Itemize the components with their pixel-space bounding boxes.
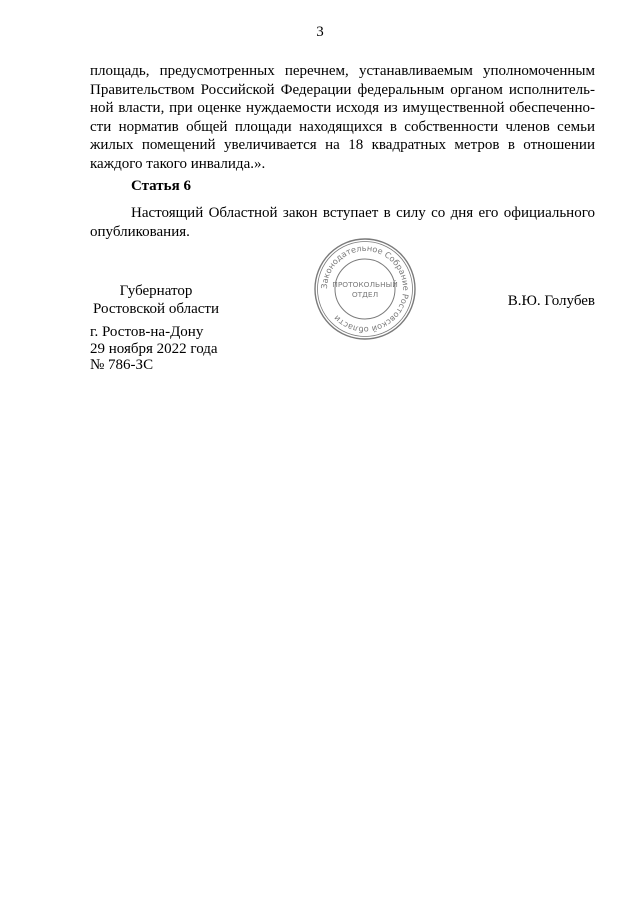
stamp-inner-line2: ОТДЕЛ	[351, 290, 379, 299]
signatory-name: В.Ю. Голубев	[507, 293, 595, 309]
text-line: Правительством Российской Федерации федеральным органом исполнитель-	[90, 81, 595, 98]
text-line: ной власти, при оценке нуждаемости исходя из имущественной обеспеченно-	[90, 100, 595, 117]
position-title: Губернатор	[119, 283, 193, 299]
law-number: № 786-ЗС	[90, 357, 154, 373]
page-number: 3	[316, 24, 324, 40]
place-and-date-block	[90, 324, 218, 374]
text-line: площадь, предусмотренных перечнем, устанавливаемым уполномоченным	[90, 63, 595, 79]
stamp-inner-line1: ПРОТОКОЛЬНЫЙ	[332, 280, 398, 289]
text-line: Настоящий Областной закон вступает в силу со дня его официального	[131, 205, 595, 221]
article-6-heading: Статья 6	[131, 178, 191, 194]
text-line: каждого такого инвалида.».	[90, 155, 266, 172]
position-region: Ростовской области	[93, 301, 219, 317]
official-stamp	[312, 236, 418, 342]
stamp-ring-text: Законодательное Собрание Ростовской области	[318, 242, 412, 336]
place: г. Ростов-на-Дону	[90, 324, 204, 340]
text-line: сти норматив общей площади находящихся в собственности членов семьи	[90, 118, 595, 135]
continuation-paragraph	[90, 62, 595, 174]
date: 29 ноября 2022 года	[90, 340, 218, 357]
text-line: опубликования.	[90, 223, 190, 240]
text-line: жилых помещений увеличивается на 18 квадратных метров в отношении	[90, 137, 595, 154]
signatory-position	[90, 282, 222, 318]
stamp-seal	[312, 236, 418, 342]
